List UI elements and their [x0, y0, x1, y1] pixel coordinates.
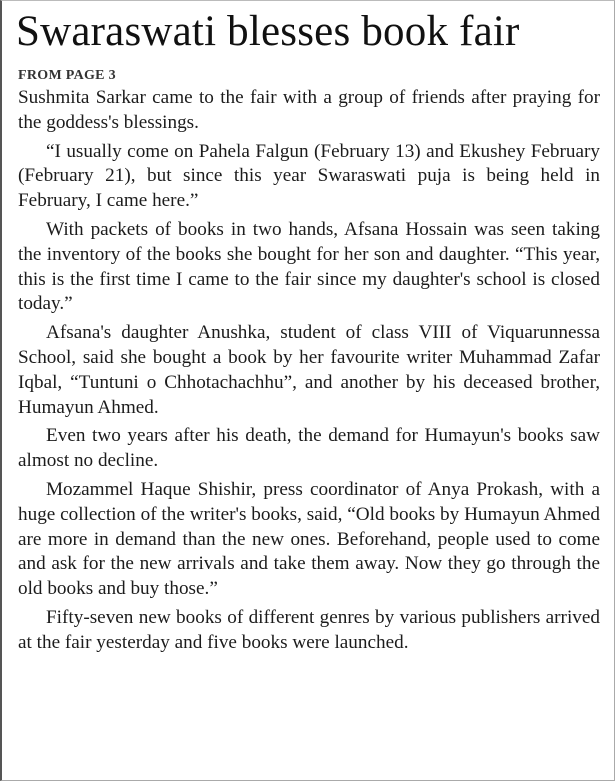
paragraph-6: Mozammel Haque Shishir, press coordinator of Anya Prokash, with a huge collection of the writer's books, said, “Old books by Humayun Ahmed are more in demand than the new ones. Beforehand, people used to come and ask for the new arrivals and take them away. Now they go through the old books and buy those.”: [18, 478, 600, 600]
paragraph-2: “I usually come on Pahela Falgun (February 13) and Ekushey February (February 21), but since this year Swaraswati puja is being held in February, I came here.”: [18, 140, 600, 212]
paragraph-7: Fifty-seven new books of different genres by various publishers arrived at the fair yesterday and five books were launched.: [18, 606, 600, 653]
paragraph-3: With packets of books in two hands, Afsana Hossain was seen taking the inventory of the books she bought for her son and daughter. “This year, this is the first time I came to the fair since my daughter's school is closed today.”: [18, 218, 600, 315]
paragraph-1: Sushmita Sarkar came to the fair with a group of friends after praying for the goddess's blessings.: [18, 87, 600, 133]
article-body: [18, 86, 600, 660]
headline: Swaraswati blesses book fair: [16, 8, 520, 55]
paragraph-5: Even two years after his death, the demand for Humayun's books saw almost no decline.: [18, 425, 600, 472]
paragraph-4: Afsana's daughter Anushka, student of class VIII of Viquarunnessa School, said she bought a book by her favourite writer Muhammad Zafar Iqbal, “Tuntuni o Chhotachachhu”, and another by his deceased brother, Humayun Ahmed.: [18, 322, 600, 418]
continued-from-label: FROM PAGE 3: [18, 68, 116, 83]
